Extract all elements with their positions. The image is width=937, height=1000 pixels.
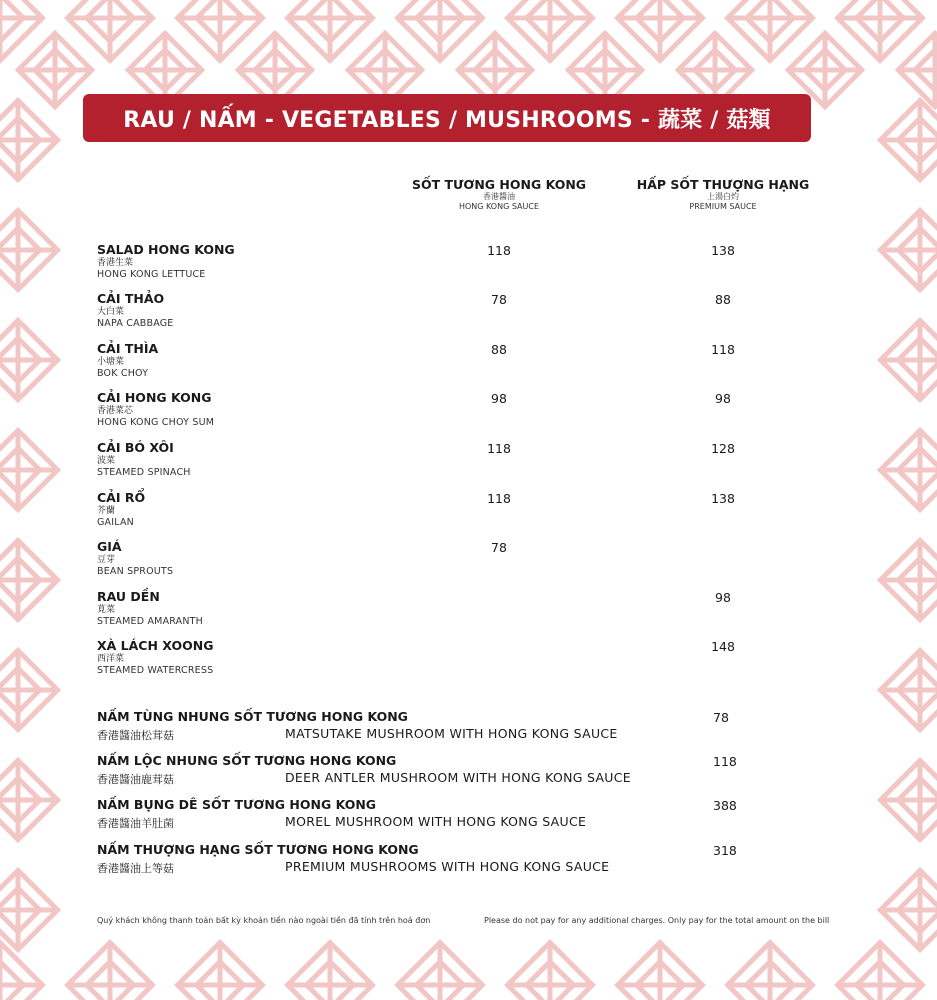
column-header-hong-kong-sauce [389, 177, 609, 212]
menu-item [97, 490, 397, 529]
footer-note-vi: Quý khách không thanh toán bất kỳ khoản tiền nào ngoài tiền đã tính trên hoá đơn [97, 916, 431, 925]
price-hong-kong-sauce: 118 [487, 243, 511, 258]
section-title: RAU / NẤM - VEGETABLES / MUSHROOMS - 蔬菜 / 菇類 [123, 107, 771, 133]
item-name-en: HONG KONG CHOY SUM [97, 417, 215, 428]
menu-item [97, 291, 397, 330]
item-name-vi: GIÁ [97, 539, 122, 554]
mushroom-item [97, 753, 797, 786]
menu-item [97, 539, 397, 578]
mushroom-price: 78 [713, 710, 729, 725]
mushroom-name-en: MATSUTAKE MUSHROOM WITH HONG KONG SAUCE [285, 726, 618, 741]
price-hong-kong-sauce: 88 [491, 342, 507, 357]
item-name-vi: RAU DỀN [97, 589, 160, 604]
column-header-vi: HẤP SỐT THƯỢNG HẠNG [636, 177, 810, 192]
item-name-zh: 芥蘭 [97, 506, 116, 516]
mushroom-item [97, 709, 797, 742]
item-name-en: BEAN SPROUTS [97, 566, 174, 577]
column-header-zh: 上湯白灼 [707, 192, 739, 201]
mushroom-name-vi: NẤM TÙNG NHUNG SỐT TƯƠNG HONG KONG [97, 709, 408, 724]
mushroom-item [97, 842, 797, 875]
mushroom-price: 318 [713, 843, 737, 858]
item-name-en: STEAMED SPINACH [97, 467, 191, 478]
price-premium-sauce: 138 [711, 491, 735, 506]
footer-note-en: Please do not pay for any additional charges. Only pay for the total amount on the bill [484, 916, 830, 925]
mushroom-name-zh: 香港醬油鹿茸菇 [97, 773, 174, 786]
item-name-zh: 香港菜芯 [97, 406, 134, 416]
menu-item [97, 341, 397, 380]
item-name-zh: 豆芽 [97, 555, 116, 565]
mushroom-name-en: MOREL MUSHROOM WITH HONG KONG SAUCE [285, 814, 587, 829]
menu-item [97, 440, 397, 479]
item-name-zh: 大白菜 [97, 307, 125, 317]
price-premium-sauce: 88 [715, 292, 731, 307]
menu-item [97, 589, 397, 628]
mushroom-name-en: DEER ANTLER MUSHROOM WITH HONG KONG SAUCE [285, 770, 631, 785]
item-name-en: GAILAN [97, 517, 134, 528]
mushroom-name-en: PREMIUM MUSHROOMS WITH HONG KONG SAUCE [285, 859, 610, 874]
price-premium-sauce: 98 [715, 391, 731, 406]
item-name-vi: XÀ LÁCH XOONG [97, 638, 214, 653]
item-name-en: STEAMED WATERCRESS [97, 665, 214, 676]
price-hong-kong-sauce: 78 [491, 292, 507, 307]
column-header-premium-sauce [613, 177, 833, 212]
price-premium-sauce: 128 [711, 441, 735, 456]
item-name-vi: CẢI BÓ XÔI [97, 440, 174, 455]
mushroom-price: 118 [713, 754, 737, 769]
item-name-zh: 莧菜 [97, 605, 116, 615]
mushroom-item [97, 797, 797, 830]
item-name-vi: SALAD HONG KONG [97, 242, 235, 257]
column-header-en: PREMIUM SAUCE [689, 202, 757, 211]
menu-item [97, 390, 397, 429]
section-title-banner [83, 94, 811, 142]
price-hong-kong-sauce: 118 [487, 441, 511, 456]
mushroom-name-zh: 香港醬油松茸菇 [97, 729, 174, 742]
item-name-en: NAPA CABBAGE [97, 318, 174, 329]
mushroom-name-vi: NẤM LỘC NHUNG SỐT TƯƠNG HONG KONG [97, 753, 397, 768]
item-name-zh: 香港生菜 [97, 258, 134, 268]
item-name-zh: 小塘菜 [97, 357, 125, 367]
item-name-vi: CẢI HONG KONG [97, 390, 212, 405]
price-hong-kong-sauce: 98 [491, 391, 507, 406]
price-premium-sauce: 118 [711, 342, 735, 357]
item-name-vi: CẢI THẢO [97, 291, 165, 306]
menu-item [97, 242, 397, 281]
column-header-zh: 香港醬油 [483, 192, 515, 201]
price-hong-kong-sauce: 78 [491, 540, 507, 555]
price-hong-kong-sauce: 118 [487, 491, 511, 506]
item-name-vi: CẢI RỔ [97, 490, 146, 505]
price-premium-sauce: 138 [711, 243, 735, 258]
price-premium-sauce: 148 [711, 639, 735, 654]
item-name-en: BOK CHOY [97, 368, 149, 379]
mushroom-name-vi: NẤM THƯỢNG HẠNG SỐT TƯƠNG HONG KONG [97, 842, 419, 857]
mushroom-name-vi: NẤM BỤNG DÊ SỐT TƯƠNG HONG KONG [97, 797, 377, 812]
menu-item [97, 638, 397, 677]
column-header-en: HONG KONG SAUCE [458, 202, 540, 211]
mushroom-price: 388 [713, 798, 737, 813]
mushroom-name-zh: 香港醬油上等菇 [97, 862, 174, 875]
column-header-vi: SỐT TƯƠNG HONG KONG [411, 177, 587, 192]
item-name-en: HONG KONG LETTUCE [97, 269, 206, 280]
mushroom-name-zh: 香港醬油羊肚菌 [97, 817, 174, 830]
item-name-zh: 波菜 [97, 456, 116, 466]
price-premium-sauce: 98 [715, 590, 731, 605]
item-name-en: STEAMED AMARANTH [97, 616, 204, 627]
item-name-zh: 西洋菜 [97, 654, 125, 664]
item-name-vi: CẢI THÌA [97, 341, 159, 356]
